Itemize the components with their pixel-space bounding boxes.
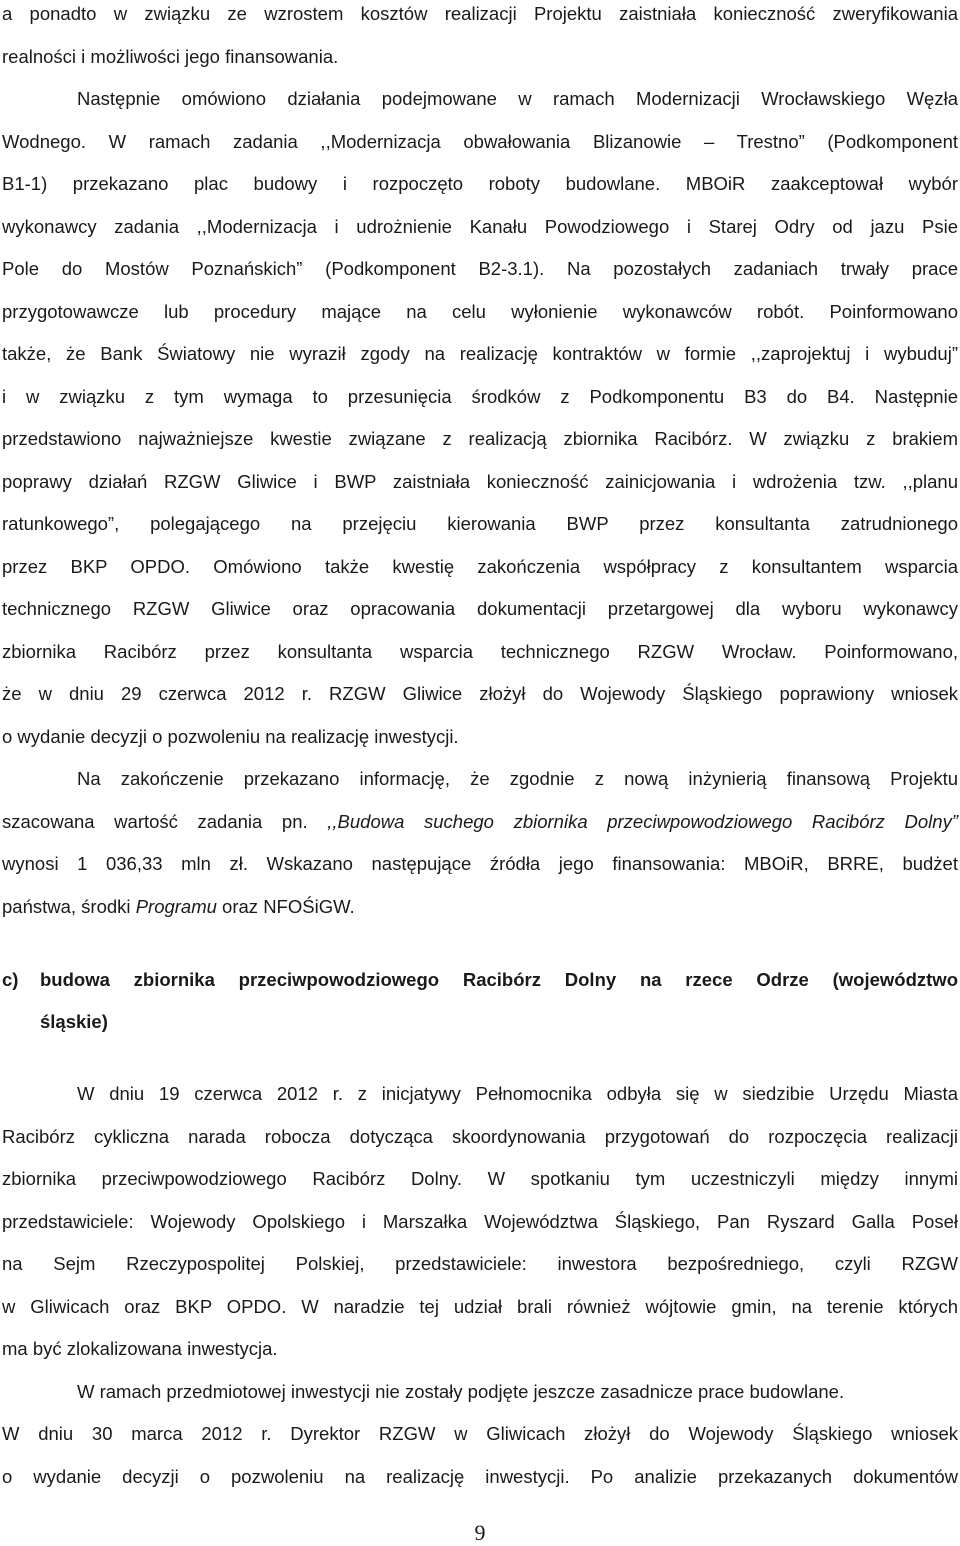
body-text-line: wynosi 1 036,33 mln zł. Wskazano następujące źródła jego finansowania: MBOiR, BRRE, budżet — [2, 853, 958, 874]
body-text-line: na Sejm Rzeczypospolitej Polskiej, przedstawiciele: inwestora bezpośredniego, czyli RZGW — [2, 1253, 958, 1274]
body-text-line: Następnie omówiono działania podejmowane w ramach Modernizacji Wrocławskiego Węzła — [77, 88, 958, 109]
body-text-line: a ponadto w związku ze wzrostem kosztów realizacji Projektu zaistniała konieczność zweryfikowania — [2, 3, 958, 24]
body-text-line: ma być zlokalizowana inwestycja. — [2, 1338, 278, 1359]
body-text-line: technicznego RZGW Gliwice oraz opracowania dokumentacji przetargowej dla wyboru wykonawcy — [2, 598, 958, 619]
body-text-line: w Gliwicach oraz BKP OPDO. W naradzie tej udział brali również wójtowie gmin, na terenie których — [2, 1296, 958, 1317]
section-heading: budowa zbiornika przeciwpowodziowego Racibórz Dolny na rzece Odrze (województwo — [40, 969, 958, 990]
body-text-line: W dniu 19 czerwca 2012 r. z inicjatywy Pełnomocnika odbyła się w siedzibie Urzędu Miasta — [77, 1083, 958, 1104]
body-text-line: W dniu 30 marca 2012 r. Dyrektor RZGW w Gliwicach złożył do Wojewody Śląskiego wniosek — [2, 1423, 958, 1444]
section-heading: śląskie) — [40, 1011, 108, 1032]
body-text-line: Racibórz cykliczna narada robocza dotycząca skoordynowania przygotowań do rozpoczęcia realizacji — [2, 1126, 958, 1147]
page-number: 9 — [474, 1520, 486, 1545]
body-text-line: wykonawcy zadania ,,Modernizacja i udrożnienie Kanału Powodziowego i Starej Odry od jazu Psie — [2, 216, 958, 237]
text-run: oraz NFOŚiGW. — [216, 896, 355, 917]
text-run: państwa, środki — [2, 896, 136, 917]
body-text-line: Wodnego. W ramach zadania ,,Modernizacja obwałowania Blizanowie – Trestno” (Podkomponent — [2, 131, 958, 152]
body-text-line: o wydanie decyzji o pozwoleniu na realizację inwestycji. Po analizie przekazanych dokumentów — [2, 1466, 958, 1487]
body-text-line: że w dniu 29 czerwca 2012 r. RZGW Gliwice złożył do Wojewody Śląskiego poprawiony wniosek — [2, 683, 958, 704]
body-text-line: Na zakończenie przekazano informację, że zgodnie z nową inżynierią finansową Projektu — [77, 768, 958, 789]
body-text-line: B1-1) przekazano plac budowy i rozpoczęto roboty budowlane. MBOiR zaakceptował wybór — [2, 173, 958, 194]
body-text-line: W ramach przedmiotowej inwestycji nie zostały podjęte jeszcze zasadnicze prace budowlane. — [77, 1381, 845, 1402]
body-text-line: zbiornika przeciwpowodziowego Racibórz Dolny. W spotkaniu tym uczestniczyli między innymi — [2, 1168, 958, 1189]
body-text-line: realności i możliwości jego finansowania. — [2, 46, 339, 67]
body-text-line: ratunkowego”, polegającego na przejęciu kierowania BWP przez konsultanta zatrudnionego — [2, 513, 958, 534]
body-text-line: o wydanie decyzji o pozwoleniu na realizację inwestycji. — [2, 726, 459, 747]
text-run: szacowana wartość zadania pn. — [2, 811, 328, 832]
body-text-line: Pole do Mostów Poznańskich” (Podkomponent B2-3.1). Na pozostałych zadaniach trwały prace — [2, 258, 958, 279]
body-text-line: i w związku z tym wymaga to przesunięcia środków z Podkomponentu B3 do B4. Następnie — [2, 386, 958, 407]
body-text-line: przez BKP OPDO. Omówiono także kwestię zakończenia współpracy z konsultantem wsparcia — [2, 556, 958, 577]
body-text-line: także, że Bank Światowy nie wyraził zgody na realizację kontraktów w formie ,,zaprojektuj i wybuduj” — [2, 343, 958, 364]
section-heading-letter: c) — [2, 969, 19, 990]
italic-task-name: ,,Budowa suchego zbiornika przeciwpowodziowego Racibórz Dolny” — [327, 811, 958, 832]
body-text-line: przedstawiono najważniejsze kwestie związane z realizacją zbiornika Racibórz. W związku z brakiem — [2, 428, 958, 449]
body-text-line — [2, 894, 355, 920]
body-text-line — [2, 809, 958, 835]
body-text-line: przygotowawcze lub procedury mające na celu wyłonienie wykonawców robót. Poinformowano — [2, 301, 958, 322]
body-text-line: poprawy działań RZGW Gliwice i BWP zaistniała konieczność zainicjowania i wdrożenia tzw. ,,planu — [2, 471, 958, 492]
body-text-line: zbiornika Racibórz przez konsultanta wsparcia technicznego RZGW Wrocław. Poinformowano, — [2, 641, 958, 662]
italic-program: Programu — [135, 896, 217, 917]
body-text-line: przedstawiciele: Wojewody Opolskiego i Marszałka Województwa Śląskiego, Pan Ryszard Galla Poseł — [2, 1211, 958, 1232]
